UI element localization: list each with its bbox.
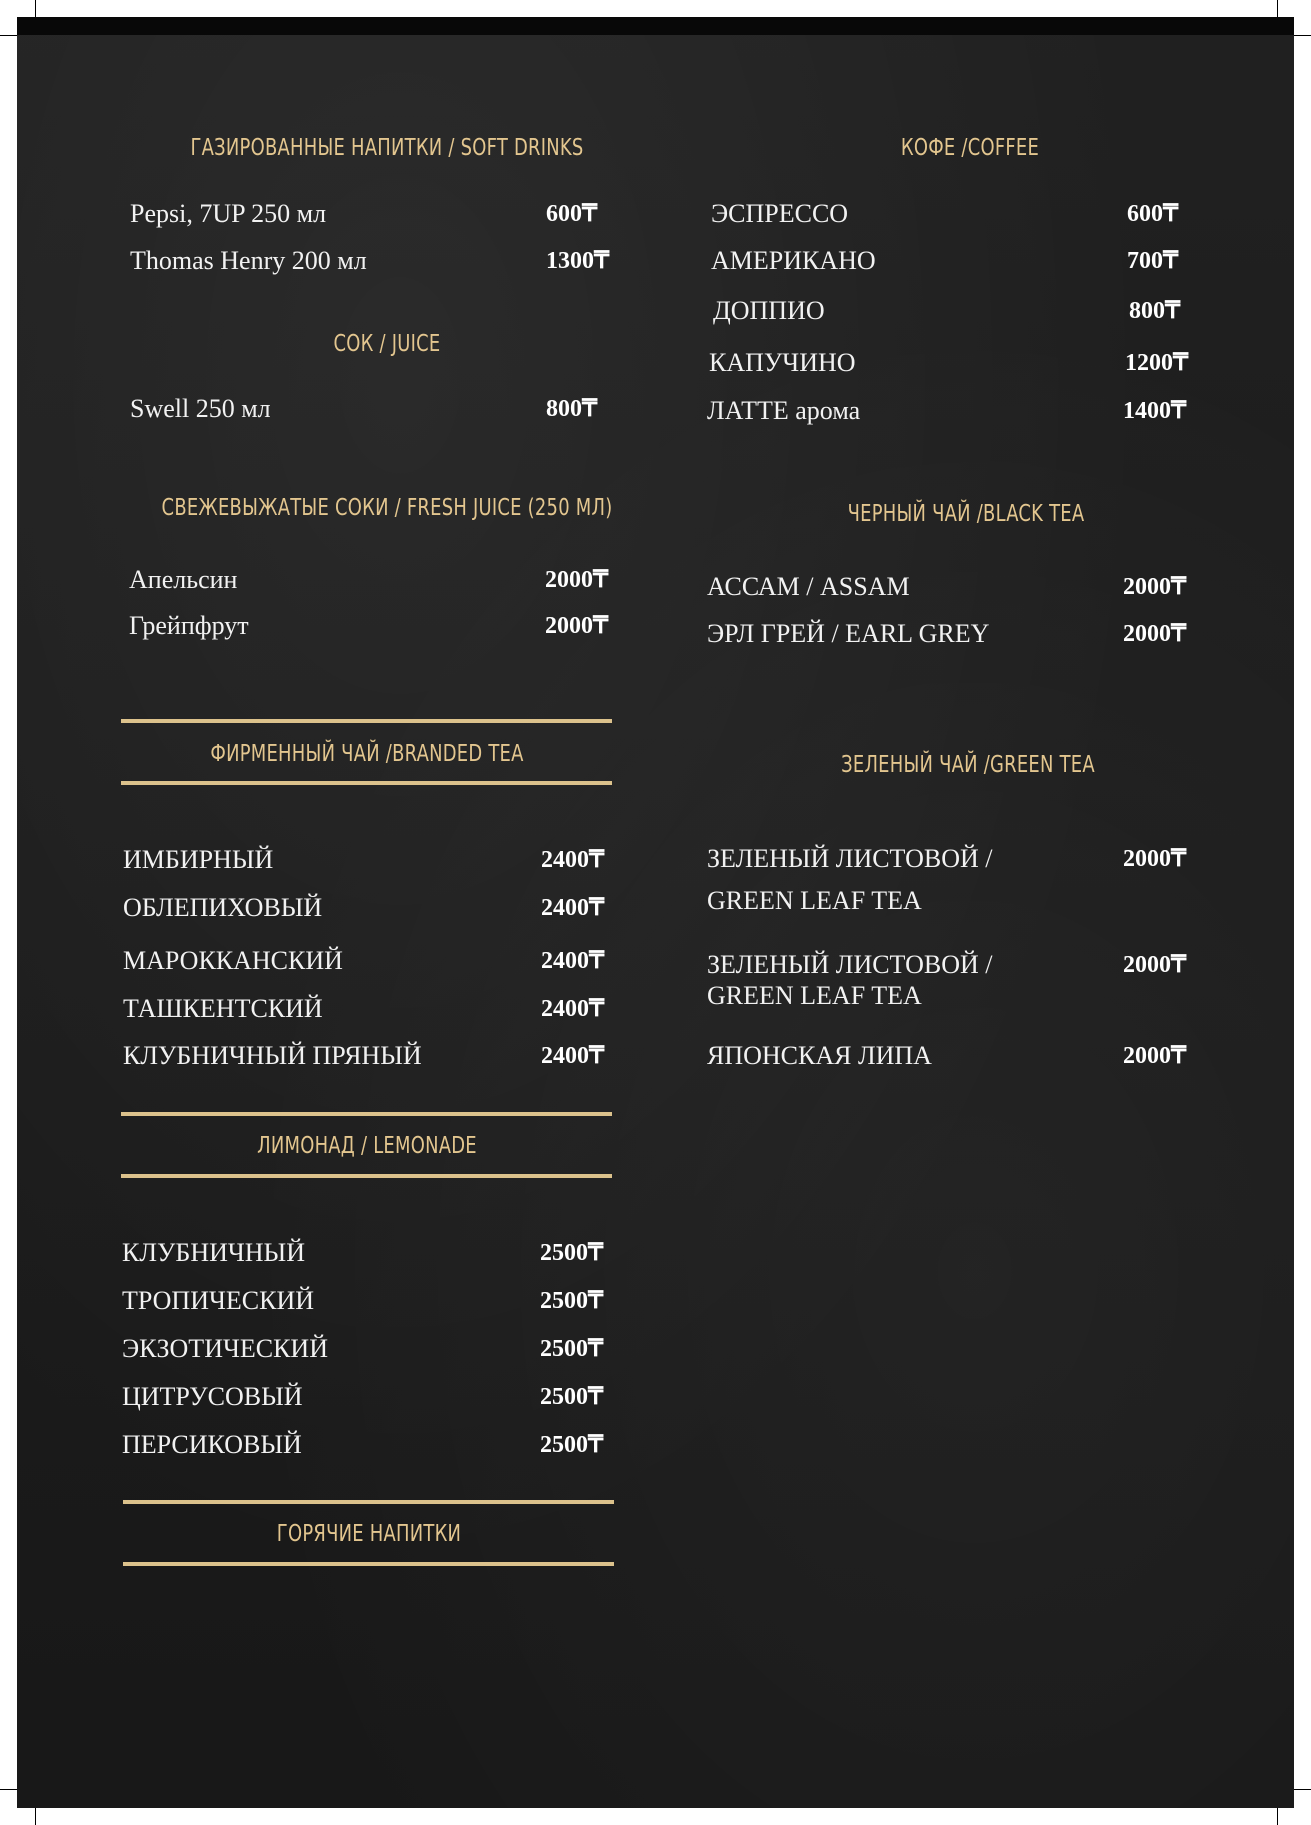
menu-item-name: ОБЛЕПИХОВЫЙ — [123, 893, 323, 922]
menu-item-price: 2500₸ — [540, 1240, 604, 1266]
menu-item-name: КЛУБНИЧНЫЙ — [122, 1238, 305, 1267]
menu-item-name: GREEN LEAF TEA — [707, 981, 922, 1010]
menu-item-price: 2000₸ — [1123, 621, 1187, 647]
crop-mark — [1294, 1789, 1311, 1790]
menu-item-name: КАПУЧИНО — [709, 348, 856, 377]
menu-item-price: 2000₸ — [1123, 846, 1187, 872]
section-divider — [121, 1112, 612, 1116]
menu-item-price: 700₸ — [1127, 248, 1179, 274]
section-heading-green-tea: ЗЕЛЕНЫЙ ЧАЙ /GREEN TEA — [841, 752, 1095, 778]
section-heading-branded-tea: ФИРМЕННЫЙ ЧАЙ /BRANDED TEA — [210, 741, 524, 767]
menu-item-name: ЭКЗОТИЧЕСКИЙ — [122, 1334, 328, 1363]
menu-item-name: ЛАТТЕ арома — [707, 396, 861, 425]
menu-item-name: ИМБИРНЫЙ — [123, 845, 274, 874]
menu-item-price: 2000₸ — [1123, 574, 1187, 600]
crop-mark — [0, 1789, 17, 1790]
menu-item-name: Thomas Henry 200 мл — [130, 246, 367, 275]
menu-item-price: 2000₸ — [1123, 1043, 1187, 1069]
section-heading-fresh-juice: СВЕЖЕВЫЖАТЫЕ СОКИ / FRESH JUICE (250 МЛ) — [161, 495, 613, 521]
menu-item-price: 2400₸ — [541, 1043, 605, 1069]
section-heading-juice: СОК / JUICE — [333, 331, 441, 357]
crop-mark — [0, 35, 17, 36]
menu-item-price: 800₸ — [546, 396, 598, 422]
menu-item-name: ДОППИО — [713, 296, 825, 325]
crop-mark — [1277, 0, 1278, 17]
menu-item-price: 2500₸ — [540, 1288, 604, 1314]
menu-item-price: 2500₸ — [540, 1336, 604, 1362]
menu-item-price: 2000₸ — [545, 613, 609, 639]
section-divider — [123, 1500, 614, 1504]
menu-item-price: 2000₸ — [545, 567, 609, 593]
menu-item-name: Апельсин — [129, 565, 238, 594]
section-heading-coffee: КОФЕ /COFFEE — [900, 135, 1040, 161]
menu-item-price: 2500₸ — [540, 1384, 604, 1410]
menu-item-price: 1400₸ — [1123, 398, 1187, 424]
menu-item-price: 2400₸ — [541, 895, 605, 921]
section-heading-hot-drinks: ГОРЯЧИЕ НАПИТКИ — [276, 1521, 462, 1547]
menu-item-price: 2400₸ — [541, 948, 605, 974]
menu-item-name: GREEN LEAF TEA — [707, 886, 922, 915]
menu-item-name: АССАМ / ASSAM — [707, 572, 910, 601]
crop-mark — [35, 1808, 36, 1825]
menu-item-name: ЦИТРУСОВЫЙ — [122, 1382, 303, 1411]
menu-item-price: 2400₸ — [541, 847, 605, 873]
menu-item-name: ЭРЛ ГРЕЙ / EARL GREY — [707, 619, 990, 648]
menu-item-name: Грейпфрут — [129, 611, 249, 640]
menu-item-name: КЛУБНИЧНЫЙ ПРЯНЫЙ — [123, 1041, 422, 1070]
section-heading-lemonade: ЛИМОНАД / LEMONADE — [257, 1133, 477, 1159]
menu-item-name: МАРОККАНСКИЙ — [123, 946, 343, 975]
menu-item-price: 600₸ — [546, 201, 598, 227]
menu-item-name: ЯПОНСКАЯ ЛИПА — [707, 1041, 932, 1070]
menu-item-price: 1300₸ — [546, 248, 610, 274]
crop-mark — [1277, 1808, 1278, 1825]
menu-item-price: 800₸ — [1129, 298, 1181, 324]
menu-item-name: ЗЕЛЕНЫЙ ЛИСТОВОЙ / — [707, 844, 993, 873]
menu-item-name: Swell 250 мл — [130, 394, 271, 423]
menu-item-name: ЭСПРЕССО — [711, 199, 849, 228]
menu-item-name: Pepsi, 7UP 250 мл — [130, 199, 327, 228]
crop-mark — [1294, 35, 1311, 36]
menu-item-name: ТАШКЕНТСКИЙ — [123, 994, 323, 1023]
menu-item-price: 2000₸ — [1123, 952, 1187, 978]
menu-item-name: ЗЕЛЕНЫЙ ЛИСТОВОЙ / — [707, 950, 993, 979]
menu-item-name: ПЕРСИКОВЫЙ — [122, 1430, 302, 1459]
section-divider — [121, 781, 612, 785]
section-heading-soft-drinks: ГАЗИРОВАННЫЕ НАПИТКИ / SOFT DRINKS — [190, 135, 584, 161]
menu-item-price: 2400₸ — [541, 996, 605, 1022]
menu-page — [17, 17, 1294, 1808]
menu-item-name: ТРОПИЧЕСКИЙ — [122, 1286, 315, 1315]
page-top-band — [17, 17, 1294, 35]
menu-item-name: АМЕРИКАНО — [711, 246, 876, 275]
section-divider — [123, 1562, 614, 1566]
section-heading-black-tea: ЧЕРНЫЙ ЧАЙ /BLACK TEA — [847, 501, 1085, 527]
section-divider — [121, 1174, 612, 1178]
menu-item-price: 1200₸ — [1125, 350, 1189, 376]
menu-item-price: 600₸ — [1127, 201, 1179, 227]
section-divider — [121, 719, 612, 723]
menu-item-price: 2500₸ — [540, 1432, 604, 1458]
crop-mark — [35, 0, 36, 17]
